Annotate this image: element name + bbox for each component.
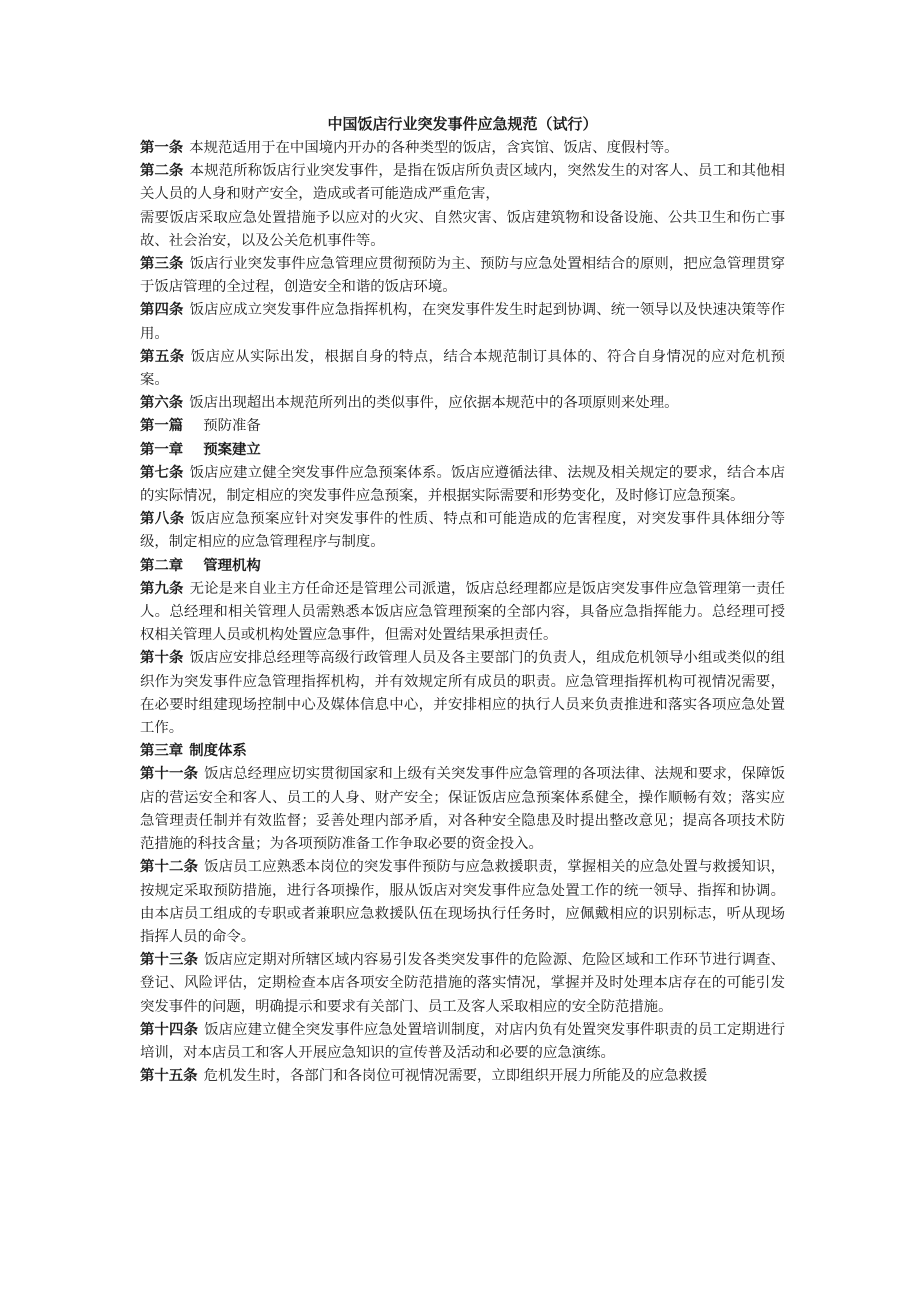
article-13 [140,949,785,1019]
chapter-title: 管理机构 [203,557,261,574]
article-text: 饭店应急预案应针对突发事件的性质、特点和可能造成的危害程度，对突发事件具体细分等级，制定相应的应急管理程序与制度。 [140,511,785,551]
article-text: 饭店应建立健全突发事件应急预案体系。饭店应遵循法律、法规及相关规定的要求，结合本店的实际情况，制定相应的突发事件应急预案，并根据实际需要和形势变化，及时修订应急预案。 [140,464,785,505]
article-2 [140,160,785,206]
article-label: 第十二条 [140,859,199,876]
article-text: 饭店应成立突发事件应急指挥机构，在突发事件发生时起到协调、统一领导以及快速决策等作用。 [140,302,785,342]
article-label: 第三条 [140,256,184,273]
part-1-heading [140,415,785,438]
document-page [140,113,785,1088]
chapter-label: 第三章 [140,743,184,760]
article-text: 无论是来自业主方任命还是管理公司派遣，饭店总经理都应是饭店突发事件应急管理第一责任人。总经理和相关管理人员需熟悉本饭店应急管理预案的全部内容，具备应急指挥能力。总经理可授权相关管理人员或机构处置应急事件，但需对处置结果承担责任。 [140,580,785,644]
article-text: 饭店应安排总经理等高级行政管理人员及各主要部门的负责人，组成危机领导小组或类似的组织作为突发事件应急管理指挥机构，并有效规定所有成员的职责。应急管理指挥机构可视情况需要，在必要时组建现场控制中心及媒体信息中心，并安排相应的执行人员来负责推进和落实各项应急处置工作。 [140,650,785,737]
article-label: 第九条 [140,580,184,597]
article-text: 本规范适用于在中国境内开办的各种类型的饭店，含宾馆、饭店、度假村等。 [189,140,679,156]
part-title: 预防准备 [203,418,261,435]
article-label: 第十三条 [140,952,199,969]
article-text: 饭店应定期对所辖区域内容易引发各类突发事件的危险源、危险区域和工作环节进行调查、登记、风险评估，定期检查本店各项安全防范措施的落实情况，掌握并及时处理本店存在的可能引发突发事件的问题，明确提示和要求有关部门、员工及客人采取相应的安全防范措施。 [140,952,785,1015]
article-2-continued: 需要饭店采取应急处置措施予以应对的火灾、自然灾害、饭店建筑物和设备设施、公共卫生和伤亡事故、社会治安，以及公关危机事件等。 [140,209,785,249]
article-label: 第十四条 [140,1021,199,1038]
article-text: 饭店应建立健全突发事件应急处置培训制度，对店内负有处置突发事件职责的员工定期进行培训，对本店员工和客人开展应急知识的宣传普及活动和必要的应急演练。 [140,1021,785,1061]
article-15 [140,1065,785,1088]
chapter-label: 第二章 [140,557,184,574]
article-label: 第一条 [140,140,184,156]
article-text: 本规范所称饭店行业突发事件，是指在饭店所负责区域内，突然发生的对客人、员工和其他相关人员的人身和财产安全，造成或者可能造成严重危害， [140,163,785,203]
article-9 [140,578,785,648]
article-label: 第二条 [140,163,184,180]
article-14 [140,1019,785,1065]
article-label: 第七条 [140,464,184,481]
chapter-title: 制度体系 [189,743,247,760]
article-8 [140,508,785,554]
article-text: 危机发生时，各部门和各岗位可视情况需要，立即组织开展力所能及的应急救援 [203,1068,708,1085]
chapter-1-heading [140,439,785,462]
article-7 [140,462,785,508]
chapter-title: 预案建立 [203,441,261,458]
article-1 [140,137,785,160]
part-label: 第一篇 [140,418,184,435]
article-label: 第八条 [140,511,185,528]
article-text: 饭店总经理应切实贯彻国家和上级有关突发事件应急管理的各项法律、法规和要求，保障饭店的营运安全和客人、员工的人身、财产安全；保证饭店应急预案体系健全，操作顺畅有效；落实应急管理责任制并有效监督；妥善处理内部矛盾，对各种安全隐患及时提出整改意见；提高各项技术防范措施的科技含量；为各项预防准备工作争取必要的资金投入。 [140,766,785,853]
article-10 [140,647,785,740]
article-text: 饭店应从实际出发，根据自身的特点，结合本规范制订具体的、符合自身情况的应对危机预案。 [140,348,785,389]
article-12 [140,856,785,949]
chapter-3-heading [140,740,785,763]
article-3 [140,253,785,299]
chapter-label: 第一章 [140,441,184,458]
article-6 [140,392,785,415]
document-title: 中国饭店行业突发事件应急规范（试行） [327,115,598,133]
article-label: 第十一条 [140,766,199,783]
article-label: 第五条 [140,348,185,365]
article-4 [140,299,785,345]
article-11 [140,763,785,856]
article-label: 第四条 [140,302,184,319]
article-label: 第十条 [140,650,184,667]
article-text: 饭店行业突发事件应急管理应贯彻预防为主、预防与应急处置相结合的原则，把应急管理贯穿于饭店管理的全过程，创造安全和谐的饭店环境。 [140,256,785,296]
chapter-2-heading [140,555,785,578]
article-text: 饭店出现超出本规范所列出的类似事件，应依据本规范中的各项原则来处理。 [189,395,679,412]
article-label: 第十五条 [140,1068,198,1085]
article-text: 饭店员工应熟悉本岗位的突发事件预防与应急救援职责，掌握相关的应急处置与救援知识，按规定采取预防措施，进行各项操作，服从饭店对突发事件应急处置工作的统一领导、指挥和协调。由本店员工组成的专职或者兼职应急救援队伍在现场执行任务时，应佩戴相应的识别标志，听从现场指挥人员的命令。 [140,859,785,945]
article-5 [140,346,785,392]
article-label: 第六条 [140,395,184,412]
